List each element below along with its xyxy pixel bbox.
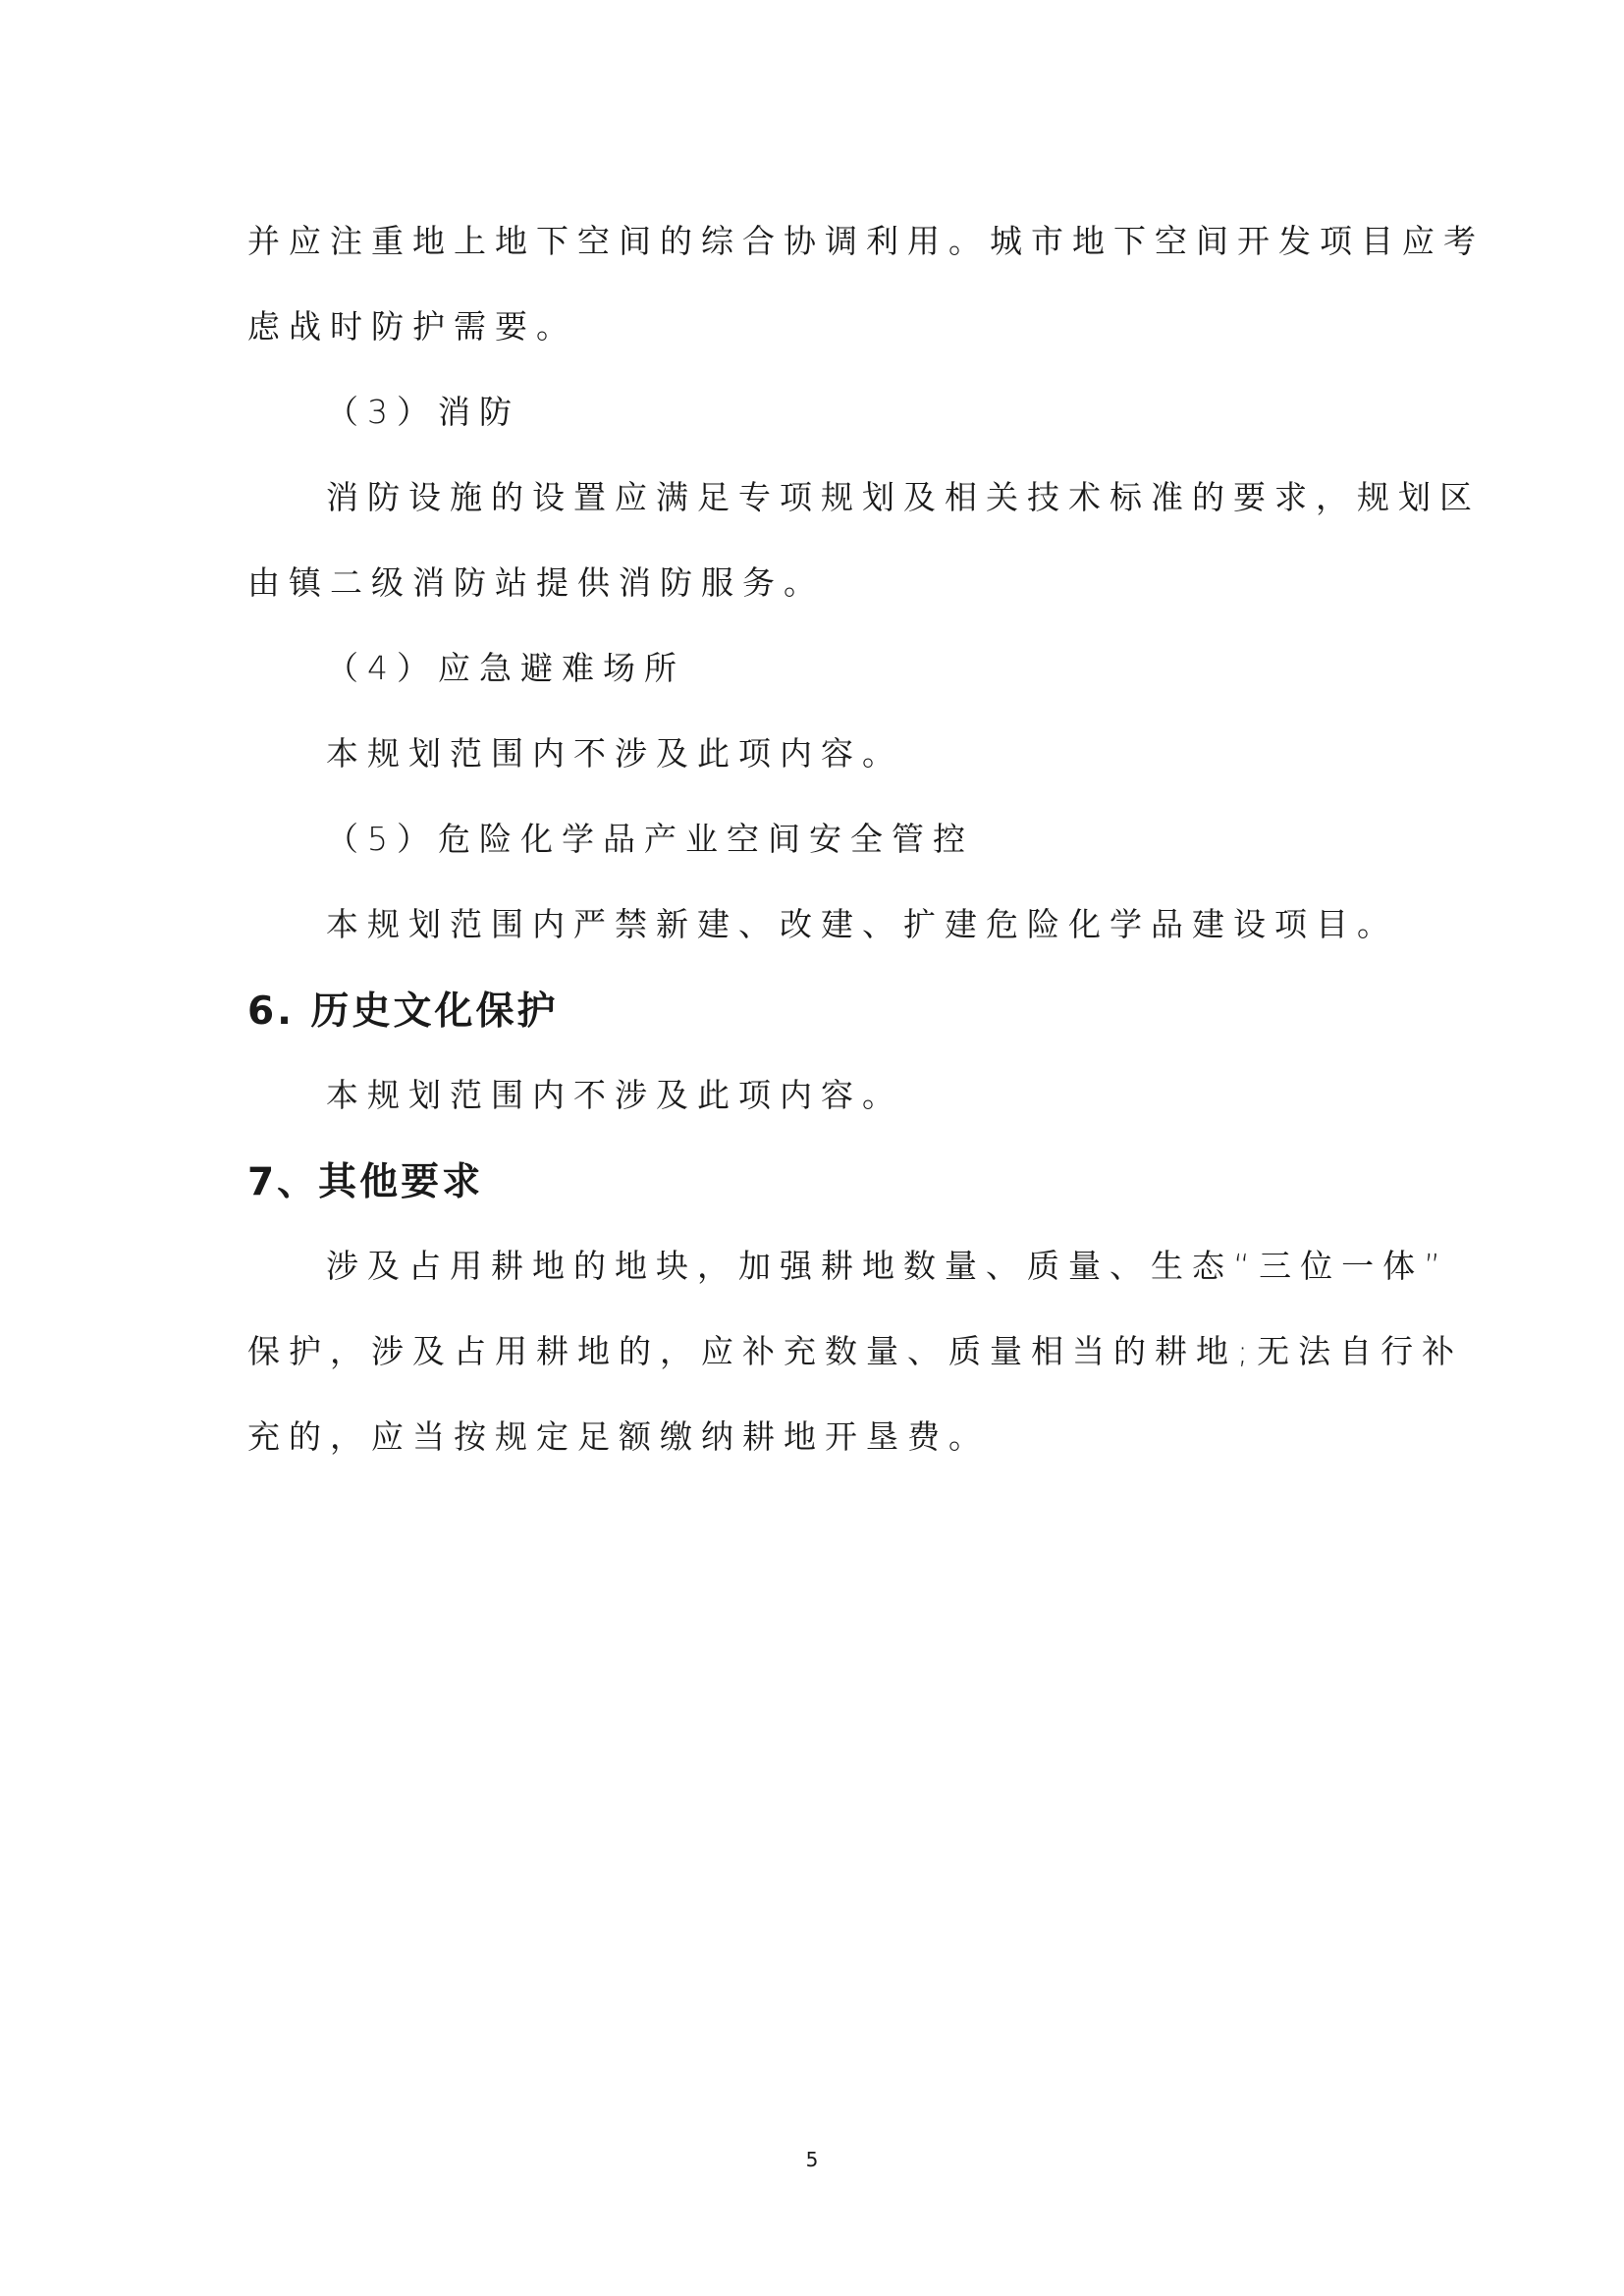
paragraph-line: 充的，应当按规定足额缴纳耕地开垦费。 (247, 1417, 990, 1456)
section-heading-other-requirements: 7、其他要求 (247, 1160, 484, 1204)
subsection-title-fire-protection: （3）消防 (326, 393, 520, 431)
subsection-title-hazardous-chemicals: （5）危险化学品产业空间安全管控 (326, 820, 974, 858)
section-heading-historical-culture: 6. 历史文化保护 (247, 989, 559, 1034)
paragraph-line: 消防设施的设置应满足专项规划及相关技术标准的要求，规划区 (326, 478, 1481, 516)
subsection-title-emergency-shelter: （4）应急避难场所 (326, 649, 685, 687)
paragraph-line: 本规划范围内不涉及此项内容。 (326, 734, 903, 773)
paragraph-line: 保护，涉及占用耕地的，应补充数量、质量相当的耕地;无法自行补 (247, 1332, 1464, 1370)
page-number: 5 (805, 2148, 819, 2171)
paragraph-line: 本规划范围内严禁新建、改建、扩建危险化学品建设项目。 (326, 905, 1398, 943)
paragraph-line: 由镇二级消防站提供消防服务。 (247, 563, 825, 602)
paragraph-line: 虑战时防护需要。 (247, 307, 577, 346)
paragraph-line: 本规划范围内不涉及此项内容。 (326, 1076, 903, 1114)
paragraph-line: 并应注重地上地下空间的综合协调利用。城市地下空间开发项目应考 (247, 222, 1485, 260)
paragraph-line: 涉及占用耕地的地块，加强耕地数量、质量、生态“三位一体” (326, 1247, 1450, 1285)
